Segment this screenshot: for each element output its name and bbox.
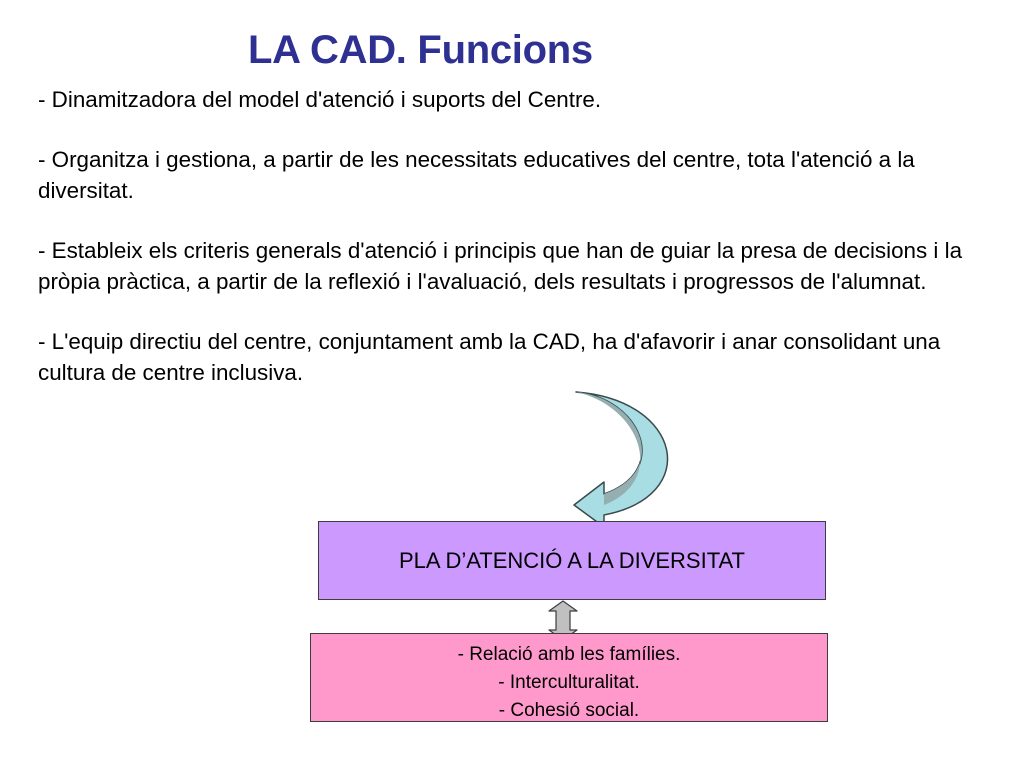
relations-box xyxy=(310,633,828,722)
plan-box xyxy=(318,521,826,600)
function-item: - L'equip directiu del centre, conjuntament amb la CAD, ha d'afavorir i anar consolidant una cultura de centre inclusiva. xyxy=(38,329,941,385)
relation-item: - Relació amb les famílies. xyxy=(457,644,681,665)
plan-box-label: PLA D’ATENCIÓ A LA DIVERSITAT xyxy=(399,547,745,573)
slide-title: LA CAD. Funcions xyxy=(248,28,593,72)
functions-list xyxy=(38,84,998,388)
curved-arrow-icon xyxy=(574,392,668,527)
relation-item: - Cohesió social. xyxy=(498,700,640,721)
function-item: - Organitza i gestiona, a partir de les necessitats educatives del centre, tota l'atenció a la diversitat. xyxy=(38,147,915,203)
relation-item: - Interculturalitat. xyxy=(498,672,640,693)
function-item: - Dinamitzadora del model d'atenció i suports del Centre. xyxy=(38,87,602,112)
function-item: - Estableix els criteris generals d'atenció i principis que han de guiar la presa de decisions i la pròpia pràctica, a partir de la reflexió i l'avaluació, dels resultats i progressos de l'alumnat. xyxy=(38,238,963,294)
